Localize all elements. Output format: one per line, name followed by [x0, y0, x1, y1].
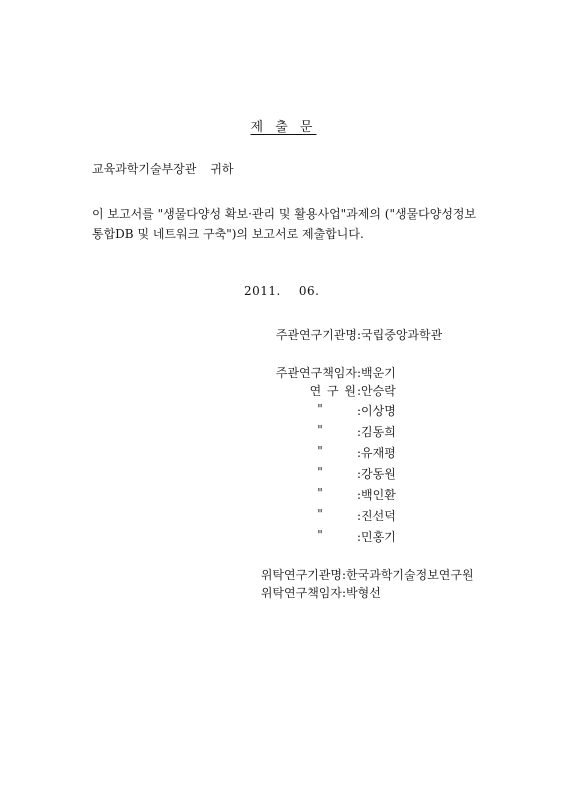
date-year: 2011.	[244, 284, 281, 298]
recipient-honorific: 귀하	[210, 162, 234, 176]
researcher-name: :백인환	[357, 488, 396, 502]
document-title-text: 제 출 문	[250, 120, 317, 135]
researcher-row	[0, 486, 567, 504]
contract-institution-value: :한국과학기술정보연구원	[342, 568, 474, 582]
recipient-line	[92, 160, 234, 177]
ditto-mark: "	[317, 423, 323, 437]
researcher-name: :민홍기	[357, 530, 396, 544]
contract-institution-label: 위탁연구기관명	[260, 568, 342, 582]
researcher-row	[0, 423, 567, 441]
submission-date	[244, 284, 319, 298]
researcher-name: :진선덕	[357, 509, 396, 523]
ditto-mark: "	[317, 402, 323, 416]
lead-institution-value: :국립중앙과학관	[357, 328, 443, 342]
document-title	[0, 116, 567, 135]
ditto-mark: "	[317, 528, 323, 542]
researchers-label: 연 구 원	[309, 384, 357, 398]
submission-statement: 이 보고서를 "생물다양성 확보·관리 및 활용사업"과제의 ("생물다양성정보 통합DB 및 네트워크 구축")의 보고서로 제출합니다.	[92, 207, 477, 241]
recipient-org: 교육과학기술부장관	[92, 162, 197, 176]
researcher-name: :이상명	[357, 404, 396, 418]
researcher-row	[0, 402, 567, 420]
lead-institution-row	[0, 326, 567, 344]
researcher-name: :강동원	[357, 467, 396, 481]
lead-pi-row	[0, 364, 567, 382]
contract-pi-value: :박형선	[342, 586, 381, 600]
ditto-mark: "	[317, 465, 323, 479]
ditto-mark: "	[317, 507, 323, 521]
contract-institution-row	[0, 566, 567, 584]
researcher-name: :유재평	[357, 446, 396, 460]
researcher-row	[0, 382, 567, 400]
lead-institution-label: 주관연구기관명	[275, 328, 357, 342]
contract-pi-row	[0, 584, 567, 602]
researcher-row	[0, 444, 567, 462]
researcher-row	[0, 528, 567, 546]
contract-pi-label: 위탁연구책임자	[260, 586, 342, 600]
researcher-name: :김동희	[357, 425, 396, 439]
researcher-name: :안승락	[357, 384, 396, 398]
researcher-row	[0, 507, 567, 525]
date-month: 06.	[298, 284, 320, 298]
lead-pi-label: 주관연구책임자	[275, 366, 357, 380]
ditto-mark: "	[317, 444, 323, 458]
lead-pi-value: :백운기	[357, 366, 396, 380]
ditto-mark: "	[317, 486, 323, 500]
researcher-row	[0, 465, 567, 483]
